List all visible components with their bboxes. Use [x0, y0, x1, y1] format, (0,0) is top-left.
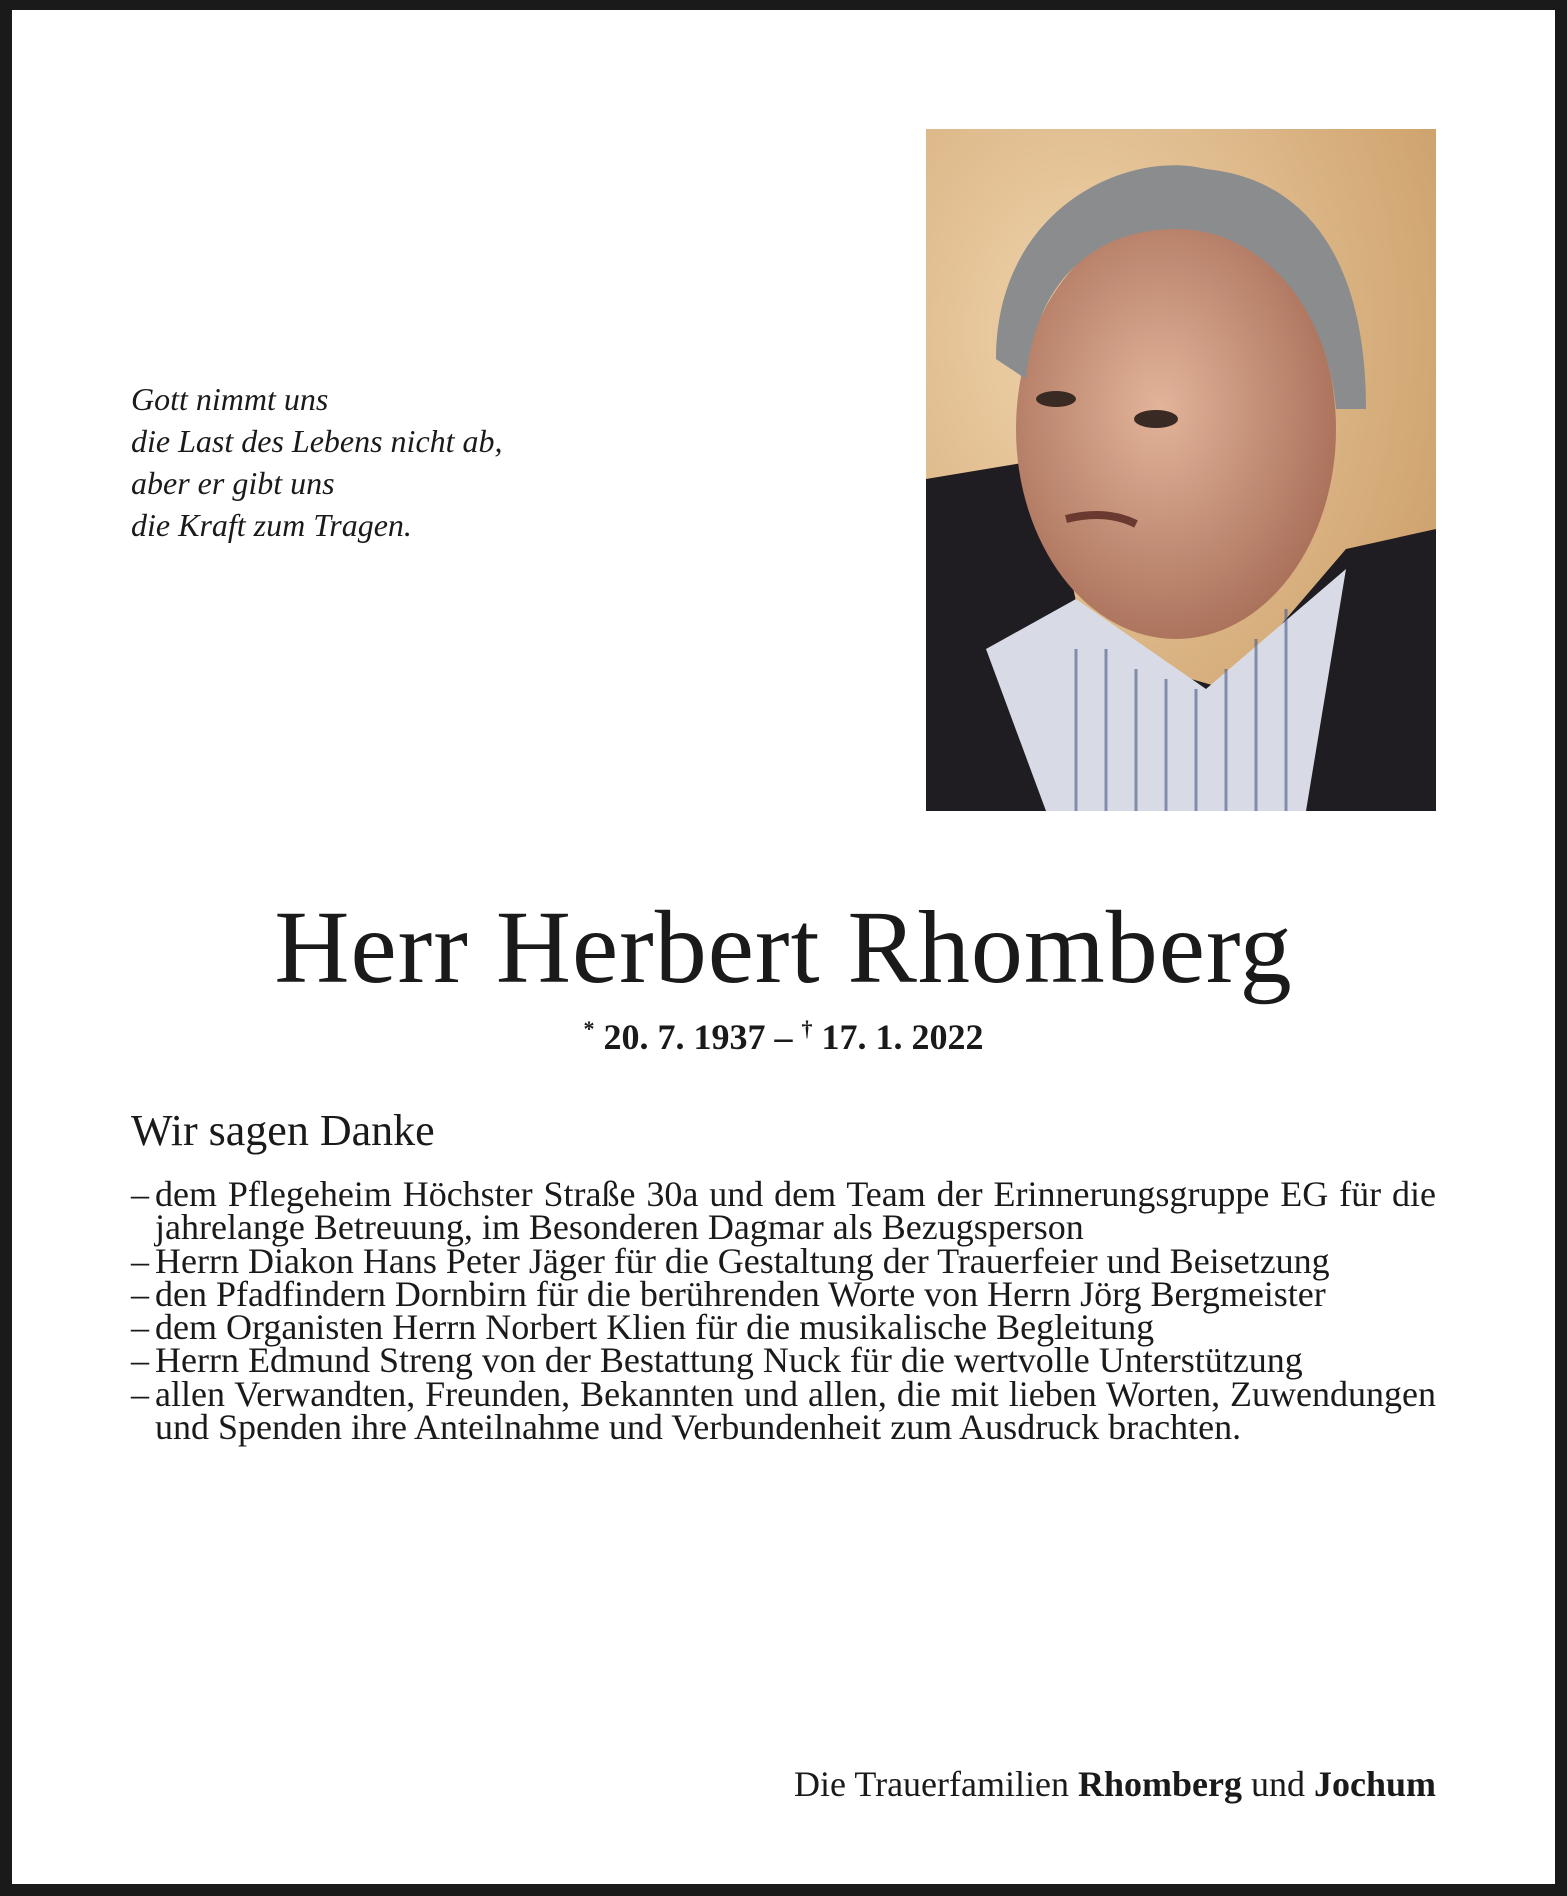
list-item: – dem Pflegeheim Höchster Straße 30a und dem Team der Erinnerungsgruppe EG für die jahrelange Betreuung, im Besonderen Dagmar als Bezugsperson [131, 1178, 1436, 1245]
list-item: – den Pfadfindern Dornbirn für die berührenden Worte von Herrn Jörg Bergmeister [131, 1278, 1436, 1311]
death-date: 17. 1. 2022 [821, 1017, 984, 1057]
date-separator: – [774, 1017, 793, 1057]
family-name: Rhomberg [1077, 1764, 1242, 1804]
quote-line: aber er gibt uns [131, 465, 335, 501]
list-item: – allen Verwandten, Freunden, Bekannten und allen, die mit lieben Worten, Zuwendungen und Spenden ihre Anteilnahme und Verbundenheit zum Ausdruck brachten. [131, 1378, 1436, 1445]
birth-symbol: * [583, 1016, 595, 1041]
memorial-quote [131, 378, 503, 546]
thanks-list [131, 1174, 1436, 1448]
signature [794, 1763, 1436, 1805]
signature-conjunction: und [1250, 1764, 1305, 1804]
deceased-name: Herr Herbert Rhomberg [274, 890, 1293, 1005]
list-item: – dem Organisten Herrn Norbert Klien für die musikalische Begleitung [131, 1311, 1436, 1344]
portrait-photo [926, 129, 1436, 811]
list-item: – Herrn Diakon Hans Peter Jäger für die Gestaltung der Trauerfeier und Beisetzung [131, 1245, 1436, 1278]
life-dates [0, 1016, 1567, 1058]
thanks-title: Wir sagen Danke [131, 1106, 435, 1155]
family-name: Jochum [1313, 1764, 1436, 1804]
quote-line: die Kraft zum Tragen. [131, 507, 412, 543]
death-symbol: † [801, 1016, 813, 1041]
list-item: – Herrn Edmund Streng von der Bestattung Nuck für die wertvolle Unterstützung [131, 1344, 1436, 1377]
quote-line: die Last des Lebens nicht ab, [131, 423, 503, 459]
quote-line: Gott nimmt uns [131, 381, 329, 417]
birth-date: 20. 7. 1937 [603, 1017, 766, 1057]
signature-prefix: Die Trauerfamilien [794, 1764, 1069, 1804]
